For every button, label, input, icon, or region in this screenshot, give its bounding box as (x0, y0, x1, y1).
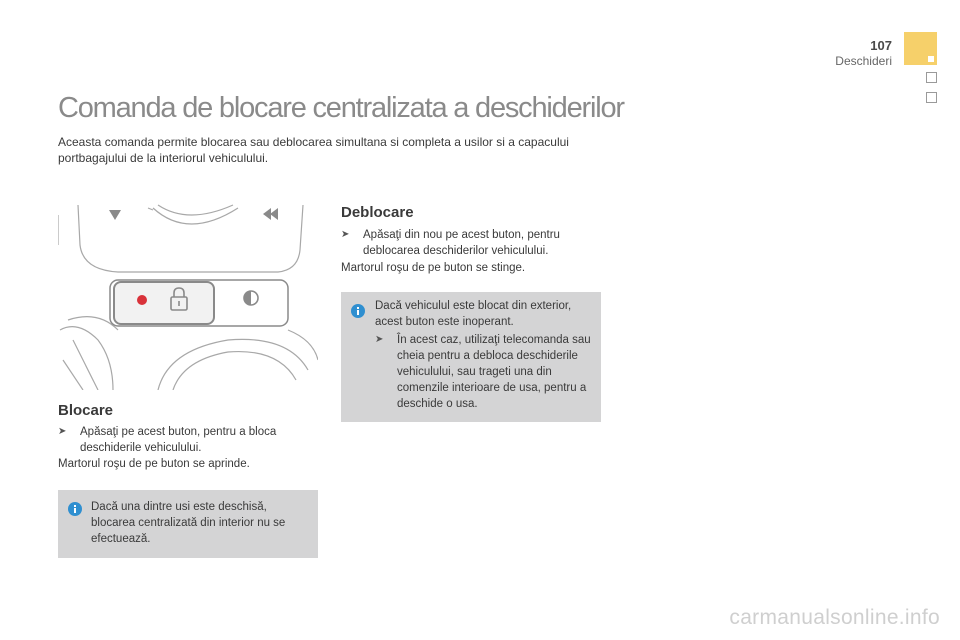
down-arrow-icon (109, 210, 121, 220)
blocare-info-text: Dacă una dintre usi este deschisă, blocarea centralizată din interior nu se efectuează. (91, 501, 286, 545)
section-tab-active[interactable] (904, 32, 937, 65)
central-lock-button (114, 282, 214, 324)
rewind-icon (263, 208, 278, 220)
deblocare-note: Martorul roşu de pe buton se stinge. (341, 262, 526, 274)
section-tab[interactable] (926, 72, 937, 83)
deblocare-info-bullet (375, 332, 595, 412)
deblocare-info-box (341, 292, 601, 422)
blocare-heading: Blocare (58, 402, 114, 419)
section-tab[interactable] (926, 92, 937, 103)
blocare-note: Martorul roşu de pe buton se aprinde. (58, 458, 250, 470)
blocare-bullet (58, 424, 318, 456)
info-icon (68, 502, 82, 516)
blocare-info-box (58, 490, 318, 558)
bullet-arrow-icon: ➤ (58, 426, 67, 437)
section-name: Deschideri (835, 54, 892, 68)
deblocare-info-bullet-text: În acest caz, utilizaţi telecomanda sau cheia pentru a debloca deschiderile vehiculului, sau trageti una din comenzile interioare de usa, pentru a deschide o usa. (397, 334, 591, 410)
deblocare-info-intro: Dacă vehiculul este blocat din exterior, acest buton este inoperant. (375, 300, 572, 328)
blocare-bullet-text: Apăsaţi pe acest buton, pentru a bloca deschiderile vehiculului. (80, 426, 277, 454)
footer-watermark: carmanualsonline.info (729, 606, 940, 629)
page-title: Comanda de blocare centralizata a deschiderilor (58, 92, 624, 124)
page-number: 107 (870, 38, 892, 53)
intro-text: Aceasta comanda permite blocarea sau deblocarea simultana si completa a usilor si a capacului portbagajului de la interiorul vehiculului. (58, 135, 569, 165)
deblocare-heading: Deblocare (341, 204, 414, 221)
bullet-arrow-icon: ➤ (341, 229, 350, 240)
deblocare-bullet (341, 227, 601, 259)
bullet-arrow-icon: ➤ (375, 334, 384, 345)
lock-button-illustration (58, 200, 318, 390)
deblocare-bullet-text: Apăsaţi din nou pe acest buton, pentru deblocarea deschiderilor vehiculului. (363, 229, 560, 257)
info-icon (351, 304, 365, 318)
red-warning-led-icon (137, 295, 147, 305)
